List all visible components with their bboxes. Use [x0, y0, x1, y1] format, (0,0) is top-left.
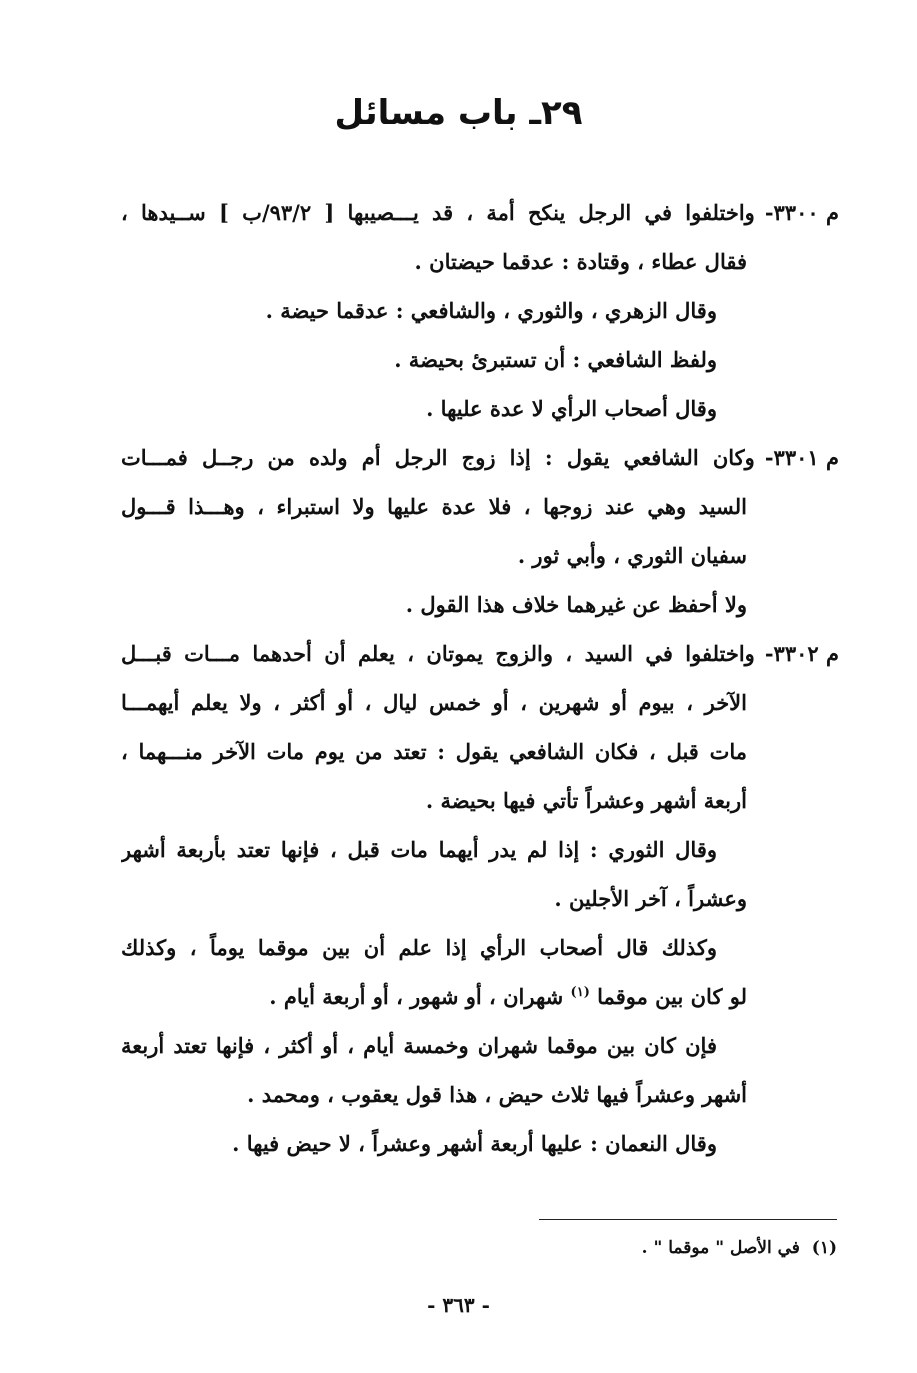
entry-number: م ٣٣٠٢- [764, 641, 839, 666]
body-text [121, 188, 839, 1168]
footnote-marker: (١) [811, 1238, 837, 1258]
entry-text: لو كان بين موقما [597, 984, 747, 1009]
footnote [137, 1233, 837, 1263]
entry-3301-line-4: ولا أحفظ عن غيرهما خلاف هذا القول . [405, 592, 747, 617]
entry-3300-line-5: وقال أصحاب الرأي لا عدة عليها . [426, 396, 717, 421]
entry-3300-line-2: فقال عطاء ، وقتادة : عدقما حيضتان . [414, 249, 747, 274]
entry-3300-line-3: وقال الزهري ، والثوري ، والشافعي : عدقما حيضة . [265, 298, 717, 323]
entry-3302-line-1 [121, 629, 839, 678]
entry-3301-line-1 [121, 433, 839, 482]
entry-text: وكان الشافعي يقول : إذا زوج الرجل أم ولده من رجــل فمـــات [121, 445, 755, 470]
entry-text: واختلفوا في السيد ، والزوج يموتان ، يعلم أن أحدهما مـــات قبـــل [121, 641, 755, 666]
footnote-text: في الأصل " موقما " . [641, 1238, 800, 1258]
page-number: - ٣٦٣ - [427, 1293, 490, 1317]
entry-number: م ٣٣٠١- [764, 445, 839, 470]
entry-3302-line-8 [121, 972, 839, 1021]
chapter-title: ٢٩ـ باب مسائل [334, 93, 583, 133]
entry-3301-line-3: سفيان الثوري ، وأبي ثور . [517, 543, 747, 568]
entry-text: شهران ، أو شهور ، أو أربعة أيام . [269, 984, 564, 1009]
footnote-divider [539, 1219, 837, 1220]
entry-3301-line-2: السيد وهي عند زوجها ، فلا عدة عليها ولا استبراء ، وهـــذا قـــول [121, 494, 747, 519]
entry-3302-line-7: وكذلك قال أصحاب الرأي إذا علم أن بين موقما يوماً ، وكذلك [121, 935, 717, 960]
entry-3302-line-2: الآخر ، بيوم أو شهرين ، أو خمس ليال ، أو أكثر ، ولا يعلم أيهمـــا [121, 690, 747, 715]
entry-3302-line-11: وقال النعمان : عليها أربعة أشهر وعشراً ، لا حيض فيها . [232, 1131, 717, 1156]
entry-3300-line-1 [121, 188, 839, 237]
entry-number: م ٣٣٠٠- [764, 200, 839, 225]
entry-3302-line-9: فإن كان بين موقما شهران وخمسة أيام ، أو أكثر ، فإنها تعتد أربعة [121, 1033, 717, 1058]
entry-3302-line-3: مات قبل ، فكان الشافعي يقول : تعتد من يوم مات الآخر منـــهما ، [121, 739, 747, 764]
entry-3302-line-5: وقال الثوري : إذا لم يدر أيهما مات قبل ، فإنها تعتد بأربعة أشهر [121, 837, 717, 862]
entry-3302-line-4: أربعة أشهر وعشراً تأتي فيها بحيضة . [425, 788, 747, 813]
entry-3302-line-6: وعشراً ، آخر الأجلين . [554, 886, 747, 911]
entry-3302-line-10: أشهر وعشراً فيها ثلاث حيض ، هذا قول يعقوب ، ومحمد . [247, 1082, 747, 1107]
entry-text: واختلفوا في الرجل ينكح أمة ، قد يـــصيبها [ ٩٣/٢/ب ] ســيدها ، [121, 200, 755, 225]
entry-3300-line-4: ولفظ الشافعي : أن تستبرئ بحيضة . [394, 347, 717, 372]
footnote-reference: (١) [570, 985, 590, 1000]
